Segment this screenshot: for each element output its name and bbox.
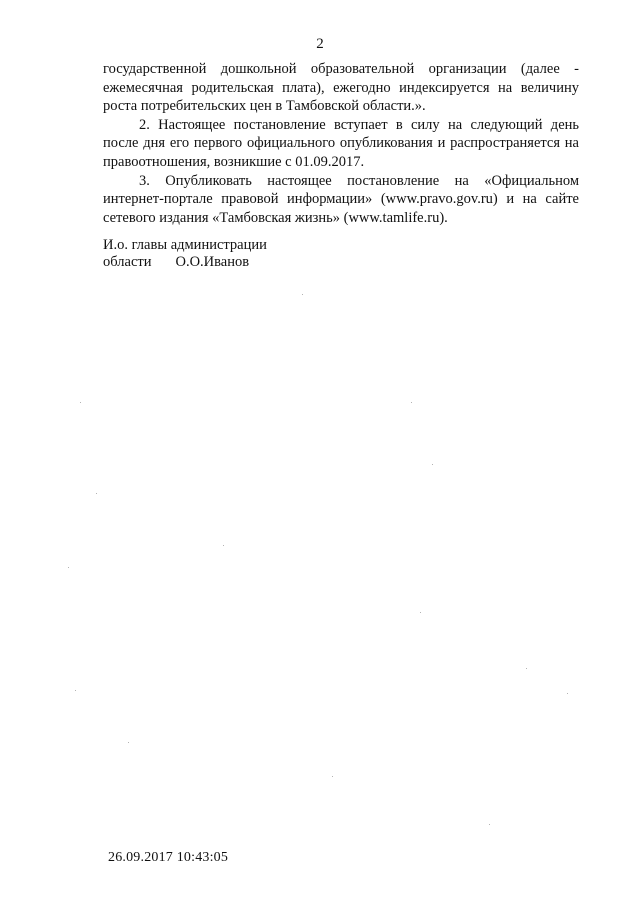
print-timestamp: 26.09.2017 10:43:05 [108,850,229,865]
signer-line [103,254,267,271]
scan-speck [526,668,527,669]
scan-speck [80,402,81,403]
text-line: 3. Опубликовать настоящее постановление на «Официальном [139,172,579,189]
text-line: ежемесячная родительская плата), ежегодно индексируется на величину [103,79,579,96]
scan-speck [75,690,76,691]
scan-speck [567,693,568,694]
scan-speck [128,742,129,743]
text-line: роста потребительских цен в Тамбовской области.». [103,98,426,115]
paragraph-item-2 [103,116,579,172]
scan-speck [411,402,412,403]
scan-speck [302,294,303,295]
signer-title: И.о. главы администрации [103,237,267,253]
scan-speck [420,612,421,613]
text-line: после дня его первого официального опубликования и распространяется на [103,135,579,152]
scan-speck [223,545,224,546]
signature-block [103,237,267,271]
text-line: сетевого издания «Тамбовская жизнь» (www.tamlife.ru). [103,209,448,226]
scan-speck [432,464,433,465]
signer-title-region: области [103,254,152,270]
text-line: правоотношения, возникшие с 01.09.2017. [103,153,365,170]
signer-name: О.О.Иванов [175,254,250,270]
page-number: 2 [316,36,324,52]
text-line: интернет-портале правовой информации» (www.pravo.gov.ru) и на сайте [103,191,579,208]
scan-speck [96,493,97,494]
scan-speck [68,567,69,568]
document-body [103,60,579,227]
text-line: 2. Настоящее постановление вступает в силу на следующий день [139,116,579,133]
text-line: государственной дошкольной образовательной организации (далее - [103,61,579,77]
scan-speck [489,824,490,825]
scan-speck [332,776,333,777]
paragraph-item-3 [103,172,579,228]
paragraph-continuation [103,60,579,116]
